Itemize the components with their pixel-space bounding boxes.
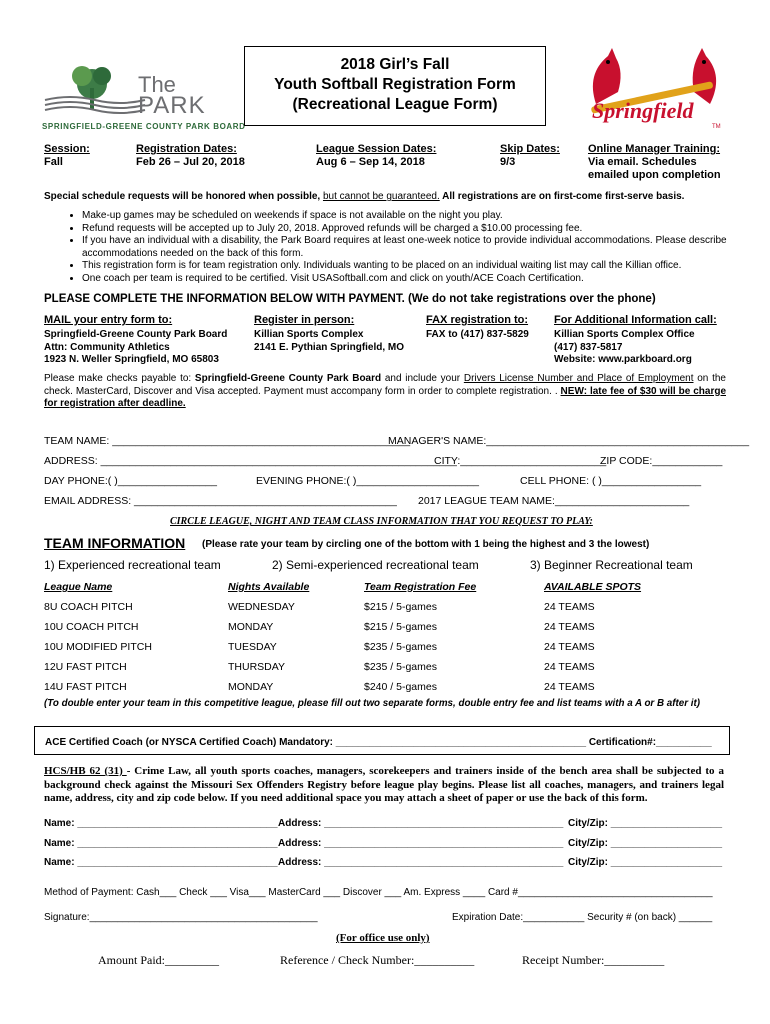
table-row[interactable] [44, 617, 724, 637]
ace-certification-line[interactable]: ACE Certified Coach (or NYSCA Certified Coach) Mandatory: _____________________________________________ Certification#:__________ [45, 737, 712, 748]
payment-note [44, 373, 726, 411]
mail-line: Springfield-Greene County Park Board [44, 329, 228, 340]
fax-number: FAX to (417) 837-5829 [426, 329, 529, 340]
manager-training-value-2: emailed upon completion [588, 169, 721, 181]
zip-field[interactable]: ZIP CODE:____________ [600, 455, 723, 467]
payment-note-part: and include your [381, 373, 464, 384]
col-fee: Team Registration Fee [364, 581, 477, 593]
league-name: 10U COACH PITCH [44, 621, 139, 633]
form-title-box [244, 46, 546, 126]
expiration-field[interactable]: Expiration Date:___________ Security # (on back) ______ [452, 912, 713, 923]
rule-item: • If you have an individual with a disability, the Park Board requires at least one-week notice to provide individual accommodations. Please describe accommodations needed on the back of this form. [82, 235, 742, 260]
coach-city-field[interactable]: City/Zip: ____________________ [568, 857, 723, 868]
team-option-2[interactable]: 2) Semi-experienced recreational team [272, 558, 479, 572]
skip-dates-value: 9/3 [500, 156, 516, 168]
circle-instruction: CIRCLE LEAGUE, NIGHT AND TEAM CLASS INFORMATION THAT YOU REQUEST TO PLAY: [170, 516, 593, 527]
office-use-heading: (For office use only) [336, 932, 430, 944]
league-name: 14U FAST PITCH [44, 681, 127, 693]
special-part-2: but cannot be guaranteed. [322, 191, 440, 202]
league-fee: $235 / 5-games [364, 641, 437, 653]
session-value: Fall [44, 156, 63, 168]
league-name: 10U MODIFIED PITCH [44, 641, 152, 653]
law-text: - Crime Law, all youth sports coaches, managers, scorekeepers and trainers inside of the bench area shall be subjected to a background check against the Missouri Sex Offenders Registry before league play begins. Please list all coaches, managers, and trainers legal name, address, city and zip code below. If you need additional space you may attach a sheet of paper or use the back of this form. [44, 765, 724, 804]
receipt-number-field[interactable]: Receipt Number:__________ [522, 953, 665, 967]
league-spots: 24 TEAMS [544, 621, 595, 633]
coach-name-field[interactable]: Name: ____________________________________ [44, 838, 278, 849]
evening-phone-field[interactable]: EVENING PHONE:( )_____________________ [256, 475, 479, 487]
league-name: 8U COACH PITCH [44, 601, 133, 613]
league-night: WEDNESDAY [228, 601, 295, 613]
reference-number-field[interactable]: Reference / Check Number:__________ [280, 953, 475, 967]
league-dates-value: Aug 6 – Sep 14, 2018 [316, 156, 425, 168]
coach-address-field[interactable]: Address: ___________________________________________ [278, 838, 564, 849]
person-line: 2141 E. Pythian Springfield, MO [254, 341, 405, 353]
manager-training-value-1: Via email. Schedules [588, 156, 697, 168]
logo-the: The [138, 72, 176, 97]
title-line-1: 2018 Girl’s Fall [340, 56, 450, 73]
league-team-name-field[interactable]: 2017 LEAGUE TEAM NAME:_______________________ [418, 495, 690, 507]
coach-city-field[interactable]: City/Zip: ____________________ [568, 838, 723, 849]
league-spots: 24 TEAMS [544, 661, 595, 673]
info-line: (417) 837-5817 [554, 341, 623, 353]
rule-item: • Make-up games may be scheduled on weekends if space is not available on the night you play. [82, 210, 742, 223]
info-line: Killian Sports Complex Office [554, 329, 695, 340]
amount-paid-field[interactable]: Amount Paid:_________ [98, 953, 220, 967]
payment-note-part: Please make checks payable to: [44, 373, 195, 384]
law-reference: HCS/HB 62 (31) [44, 765, 127, 777]
team-option-1[interactable]: 1) Experienced recreational team [44, 558, 221, 572]
team-name-field[interactable]: TEAM NAME: ___________________________________________________ [44, 435, 411, 447]
special-part-3: All registrations are on first-come first-serve basis. [439, 191, 685, 202]
springfield-wordmark: Springfield [592, 98, 694, 123]
rule-item: • This registration form is for team registration only. Individuals wanting to be placed on an individual waiting list may call the Killian office. [82, 260, 742, 273]
skip-dates-label: Skip Dates: [500, 143, 560, 155]
league-name: 12U FAST PITCH [44, 661, 127, 673]
session-label: Session: [44, 143, 90, 155]
springfield-cardinals-logo [578, 44, 728, 134]
table-row[interactable] [44, 657, 724, 677]
league-fee: $235 / 5-games [364, 661, 437, 673]
table-row[interactable] [44, 637, 724, 657]
signature-field[interactable]: Signature:_________________________________________ [44, 912, 318, 923]
coach-name-field[interactable]: Name: ____________________________________ [44, 857, 278, 868]
coach-address-field[interactable]: Address: ___________________________________________ [278, 818, 564, 829]
league-night: MONDAY [228, 681, 274, 693]
team-option-3[interactable]: 3) Beginner Recreational team [530, 558, 693, 572]
city-field[interactable]: CITY:_________________________ [434, 455, 607, 467]
coach-city-field[interactable]: City/Zip: ____________________ [568, 818, 723, 829]
email-field[interactable]: EMAIL ADDRESS: _____________________________________________ [44, 495, 397, 507]
payment-note-payee: Springfield-Greene County Park Board [194, 373, 382, 384]
rate-team-note: (Please rate your team by circling one of the bottom with 1 being the highest and 3 the lowest) [202, 539, 650, 550]
registration-dates-label: Registration Dates: [136, 143, 237, 155]
crime-law-notice [44, 765, 724, 806]
in-person-label: Register in person: [254, 314, 355, 326]
fax-label: FAX registration to: [426, 314, 529, 326]
complete-info-heading: PLEASE COMPLETE THE INFORMATION BELOW WITH PAYMENT. (We do not take registrations over the phone) [44, 293, 656, 305]
league-fee: $240 / 5-games [364, 681, 437, 693]
trademark: TM [712, 124, 721, 130]
address-field[interactable]: ADDRESS: _____________________________________________________________ [44, 455, 457, 467]
cell-phone-field[interactable]: CELL PHONE: ( )_________________ [520, 475, 702, 487]
rules-list [64, 210, 742, 285]
col-league-name: League Name [44, 581, 113, 593]
col-spots: AVAILABLE SPOTS [544, 581, 642, 593]
league-table [44, 577, 724, 697]
person-line: Killian Sports Complex [254, 329, 364, 340]
park-board-logo [40, 62, 246, 132]
league-spots: 24 TEAMS [544, 641, 595, 653]
mail-label: MAIL your entry form to: [44, 314, 173, 326]
coach-name-field[interactable]: Name: ____________________________________ [44, 818, 278, 829]
payment-note-part: on the check. MasterCard, Discover and Visa accepted. Payment must accompany form in order to complete registration. . [44, 373, 726, 397]
info-details [554, 329, 695, 367]
rule-item: • Refund requests will be accepted up to July 20, 2018. Approved refunds will be charged a $10.00 processing fee. [82, 223, 742, 236]
ace-certification-box [34, 726, 730, 755]
title-line-2: Youth Softball Registration Form [274, 76, 516, 93]
league-night: TUESDAY [228, 641, 277, 653]
table-row[interactable] [44, 677, 724, 697]
table-row[interactable] [44, 597, 724, 617]
info-label: For Additional Information call: [554, 314, 717, 326]
double-entry-note: (To double enter your team in this competitive league, please fill out two separate forms, double entry fee and list teams with a A or B after it) [44, 698, 700, 709]
in-person-address [254, 329, 404, 354]
league-night: MONDAY [228, 621, 274, 633]
league-table-header [44, 577, 724, 597]
title-line-3: (Recreational League Form) [292, 96, 498, 113]
special-requests-note [44, 191, 684, 202]
team-info-heading: TEAM INFORMATION [44, 535, 186, 551]
mail-line: 1923 N. Weller Springfield, MO 65803 [44, 354, 219, 365]
coach-address-field[interactable]: Address: ___________________________________________ [278, 857, 564, 868]
logo-org-name: SPRINGFIELD-GREENE COUNTY PARK BOARD [42, 122, 246, 131]
manager-training-label: Online Manager Training: [588, 143, 721, 155]
league-spots: 24 TEAMS [544, 681, 595, 693]
league-dates-label: League Session Dates: [316, 143, 437, 155]
mail-address [44, 329, 227, 367]
registration-dates-value: Feb 26 – Jul 20, 2018 [136, 156, 245, 168]
col-nights: Nights Available [228, 581, 310, 593]
manager-name-field[interactable]: MANAGER'S NAME:_____________________________________________ [388, 435, 750, 447]
league-fee: $215 / 5-games [364, 621, 437, 633]
mail-line: Attn: Community Athletics [44, 341, 170, 353]
day-phone-field[interactable]: DAY PHONE:( )_________________ [44, 475, 217, 487]
logo-park: PARK [138, 92, 206, 119]
payment-note-license: Drivers License Number and Place of Employment [463, 373, 694, 384]
league-fee: $215 / 5-games [364, 601, 437, 613]
late-fee-note: NEW: late fee of $30 will be charge for registration after deadline. [44, 385, 726, 409]
payment-method-line[interactable]: Method of Payment: Cash___ Check ___ Visa___ MasterCard ___ Discover ___ Am. Express ____ Card #___________________________________ [44, 887, 713, 898]
special-part-1: Special schedule requests will be honored when possible, [44, 191, 321, 202]
rule-item: • One coach per team is required to be certified. Visit USASoftball.com and click on youth/ACE Coach Certification. [82, 273, 742, 286]
league-spots: 24 TEAMS [544, 601, 595, 613]
info-line: Website: www.parkboard.org [554, 354, 692, 365]
league-night: THURSDAY [228, 661, 285, 673]
